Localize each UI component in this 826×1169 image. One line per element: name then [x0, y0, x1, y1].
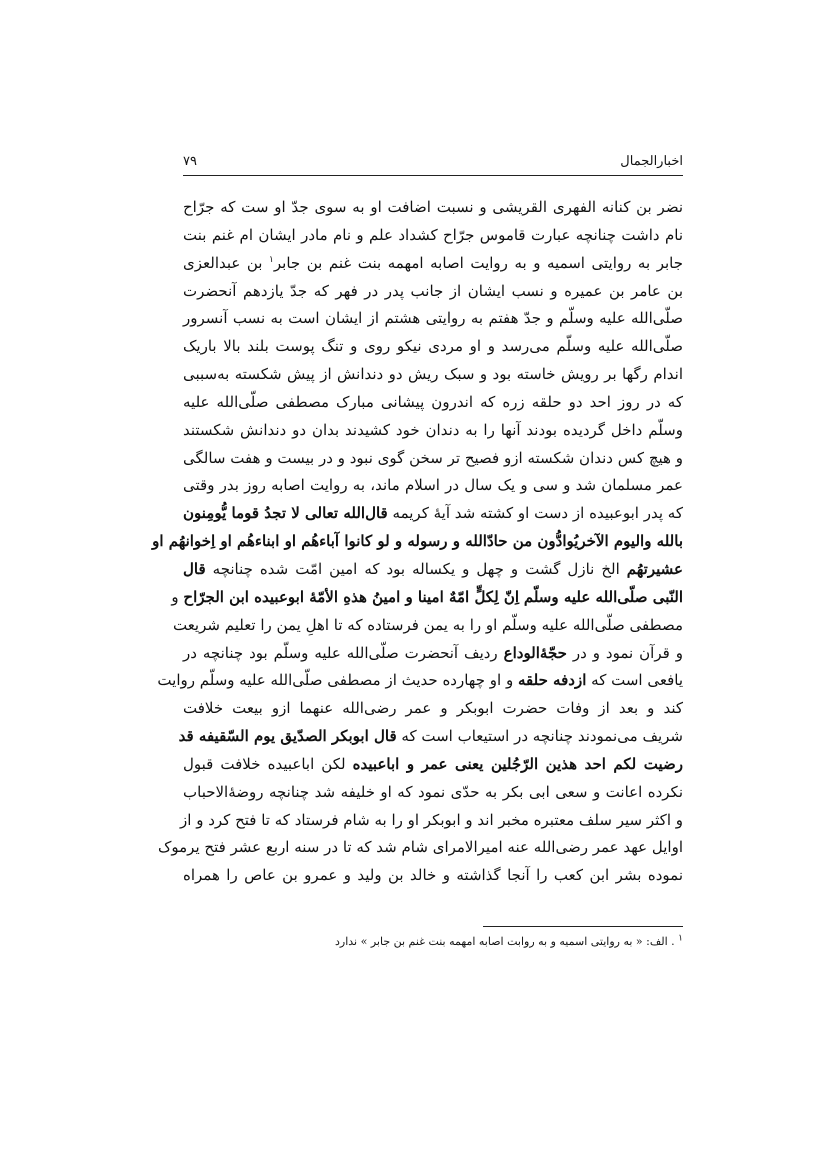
text-line: وسلّم داخل گردیده بودند آنها را به دندان خود کشیدند بدان دو دندانش شکستند: [183, 420, 683, 439]
text-span: و قرآن نمود و در: [572, 643, 683, 662]
footnote-rule: [483, 926, 683, 927]
text-line: بن عامر بن عمیره و نسب ایشان از جانب پدر در فهر که جدّ یازدهم آنحضرت: [183, 281, 683, 300]
quran-verse: عشیرتهُم: [626, 559, 683, 578]
hadith-intro: قال: [183, 559, 206, 578]
page-header: [183, 148, 683, 174]
text-line: و هیچ کس دندان شکسته ازو فصیح تر سخن گوی نبود و در بیست و هفت سالگی: [183, 448, 683, 467]
body-text: [152, 194, 683, 890]
text-line: نکرده اعانت و سعی ابی بکر به حدّی نمود که او خلیفه شد چنانچه روضهٔ‌الاحباب: [183, 782, 683, 801]
text-line: که در روز احد دو حلقه زره که اندرون پیشانی مبارک مصطفی صلّی‌الله علیه: [183, 392, 683, 411]
text-line: کند و بعد از وفات حضرت ابوبکر و عمر رضی‌الله عنهما ازو بیعت خلافت: [183, 699, 683, 718]
header-rule: [183, 175, 683, 176]
page-number: ۷۹: [183, 154, 197, 169]
quote: قال ابوبکر الصدّیق یوم السّقیفه قد: [178, 727, 397, 746]
text-line: [183, 640, 683, 668]
text-line: صلّی‌الله علیه وسلّم می‌رسد و او مردی نیکو روی و تنگ پوست بلند بالا باریک: [183, 337, 683, 356]
text-line: صلّی‌الله علیه وسلّم و جدّ هفتم به روایتی هشتم از ایشان است به نسب آنسرور: [183, 309, 683, 328]
footnote: [183, 934, 683, 950]
text-line: نضر بن کنانه الفهری القریشی و نسبت اضافت او به سوی جدّ او ست که جرّاح: [183, 198, 683, 216]
text-line: [157, 667, 683, 695]
emphasis: ازدفه حلقه: [517, 671, 587, 690]
text-span: بن عبدالعزی: [183, 253, 263, 272]
text-line: و اکثر سیر سلف معتبره مخبر اند و ابوبکر او را به شام فرستاد که تا فتح کرد و از: [180, 810, 683, 829]
text-span: که پدر ابوعبیده از دست او کشته شد آیهٔ کریمه: [392, 504, 683, 523]
text-span: و او چهارده حدیث از مصطفی صلّی‌الله علیه وسلّم روایت: [157, 671, 514, 690]
running-title: اخبارالجمال: [620, 154, 683, 169]
text-span: ردیف آنحضرت صلّی‌الله علیه وسلّم بود چنانچه در: [183, 643, 498, 662]
emphasis: حجّهٔ‌الوداع: [503, 643, 567, 662]
text-span: یافعی است که: [591, 671, 683, 690]
text-span: شریف می‌نمودند چنانچه در استیعاب است که: [401, 727, 683, 746]
text-line: [178, 723, 683, 751]
text-line: اوایل عهد عمر رضی‌الله عنه امیرالامرای شام شد که تا در سنه اربع عشر فتح یرموک: [157, 838, 683, 857]
text-line: [183, 556, 683, 584]
footnote-marker: ۱: [678, 933, 683, 944]
text-line: [183, 751, 683, 779]
text-line: نام داشت چنانچه عبارت قاموس جرّاح کشداد علم و نام مادر ایشان ام غنم بنت: [183, 225, 683, 244]
text-span: لکن اباعبیده خلافت قبول: [183, 754, 346, 773]
text-line: نموده بشر ابن کعب را آنجا گذاشته و خالد بن ولید و عمرو بن عاص را همراه: [183, 866, 683, 885]
footnote-text: . الف: « به روایتی اسمیه و به روابت اصابه امهمه بنت غنم بن جابر » ندارد: [335, 935, 675, 948]
text-span: جابر به روایتی اسمیه و به روایت اصابه امهمه بنت غنم بن جابر: [273, 253, 683, 272]
text-line: [171, 584, 683, 612]
quote: رضیت لکم احد هذین الرّجُلین یعنی عمر و اباعبیده: [352, 754, 683, 773]
text-line: عمر مسلمان شد و سی و یک سال در اسلام ماند، به روایت اصابه روز بدر وقتی: [183, 476, 683, 495]
quran-verse: قال‌الله تعالی لا تجدُ قوما یُّومِنون: [183, 504, 388, 523]
text-span: و: [171, 587, 179, 606]
quran-verse-line: بالله والیوم الآخریُوادُّون من حادّالله و رسوله و لو کانوا آباءهُم او ابناءهُم او اِخوانهُم او: [152, 532, 683, 551]
hadith-text: النّبی صلّی‌الله علیه وسلّم: [523, 587, 683, 606]
hadith-text: اِنّ لِکلٍّ امّهٌ امینا و امینُ هذهِ الأمّهٔ ابوعبیده ابن الجرّاح: [183, 587, 520, 606]
footnote-ref: ۱: [269, 254, 274, 265]
text-line: مصطفی صلّی‌الله علیه وسلّم او را به یمن فرستاده که تا اهلِ یمن را تعلیم شریعت: [172, 615, 683, 634]
text-line: اندام رگها بر رویش خاسته بود و سبک ریش دو دندانش از پیش شکسته به‌سببی: [183, 365, 683, 384]
text-span: الخ نازل گشت و چهل و یکساله بود که امین امّت شده چنانچه: [212, 559, 620, 578]
text-line: [183, 500, 683, 528]
text-line: [183, 250, 683, 278]
